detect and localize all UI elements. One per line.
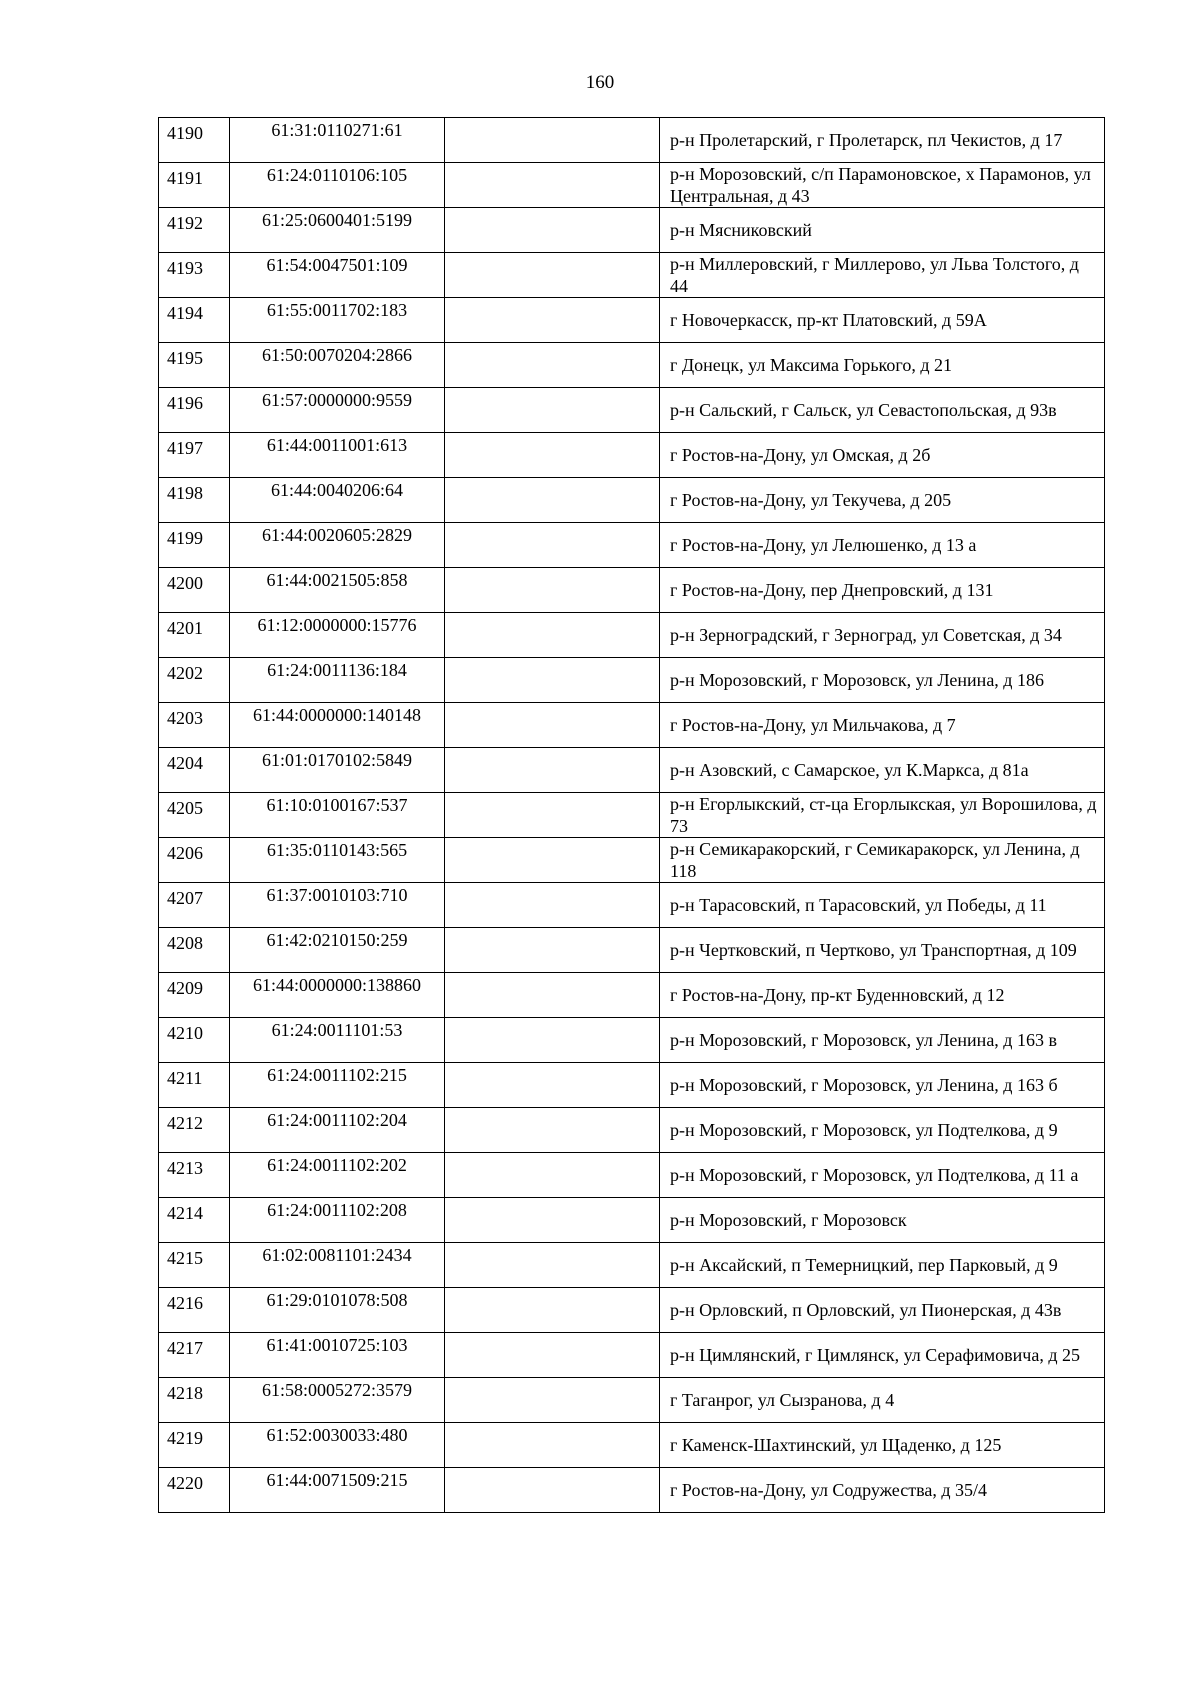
cadastral-number-text: 61:24:0011101:53: [271, 1020, 403, 1040]
row-number-cell: [159, 208, 230, 253]
row-number-cell: [159, 523, 230, 568]
empty-cell: [445, 838, 660, 883]
table-row: [159, 208, 1105, 253]
cadastral-number-text: 61:02:0081101:2434: [262, 1245, 412, 1265]
cadastral-number-cell: [230, 793, 445, 838]
empty-cell: [445, 343, 660, 388]
cadastral-number-cell: [230, 1198, 445, 1243]
cadastral-number-cell: [230, 253, 445, 298]
address-text: р-н Чертковский, п Чертково, ул Транспортная, д 109: [670, 940, 1077, 960]
table-row: [159, 1333, 1105, 1378]
cadastral-number-text: 61:44:0000000:138860: [252, 975, 421, 995]
address-text: р-н Морозовский, г Морозовск, ул Ленина, д 163 в: [670, 1030, 1057, 1050]
address-text: р-н Орловский, п Орловский, ул Пионерская, д 43в: [670, 1300, 1062, 1320]
cadastral-number-cell: [230, 388, 445, 433]
address-cell: [660, 208, 1105, 253]
row-number-cell: [159, 1423, 230, 1468]
empty-cell: [445, 613, 660, 658]
cadastral-number-cell: [230, 973, 445, 1018]
address-cell: [660, 748, 1105, 793]
empty-cell: [445, 883, 660, 928]
table-row: [159, 1423, 1105, 1468]
address-text: р-н Тарасовский, п Тарасовский, ул Победы, д 11: [670, 895, 1047, 915]
cadastral-number-text: 61:42:0210150:259: [266, 930, 408, 950]
row-number-cell: [159, 793, 230, 838]
cadastral-number-text: 61:44:0021505:858: [266, 570, 408, 590]
address-text: г Каменск-Шахтинский, ул Щаденко, д 125: [670, 1435, 1002, 1455]
row-number-text: 4211: [167, 1068, 203, 1088]
cadastral-number-cell: [230, 478, 445, 523]
table-row: [159, 703, 1105, 748]
address-text: г Таганрог, ул Сызранова, д 4: [670, 1390, 895, 1410]
empty-cell: [445, 208, 660, 253]
empty-cell: [445, 748, 660, 793]
cadastral-number-cell: [230, 928, 445, 973]
table-row: [159, 1108, 1105, 1153]
address-cell: [660, 478, 1105, 523]
row-number-text: 4192: [167, 213, 203, 233]
address-text: р-н Морозовский, г Морозовск, ул Ленина, д 163 б: [670, 1075, 1058, 1095]
cadastral-number-cell: [230, 1468, 445, 1513]
row-number-cell: [159, 1153, 230, 1198]
table-row: [159, 1288, 1105, 1333]
address-text: г Ростов-на-Дону, ул Содружества, д 35/4: [670, 1480, 987, 1500]
row-number-text: 4194: [167, 303, 203, 323]
cadastral-number-text: 61:24:0011136:184: [267, 660, 407, 680]
table-row: [159, 388, 1105, 433]
page-number: 160: [585, 72, 615, 93]
empty-cell: [445, 1423, 660, 1468]
row-number-cell: [159, 883, 230, 928]
address-cell: [660, 1063, 1105, 1108]
address-text: р-н Аксайский, п Темерницкий, пер Парковый, д 9: [670, 1255, 1058, 1275]
cadastral-number-text: 61:55:0011702:183: [266, 300, 408, 320]
address-cell: [660, 613, 1105, 658]
cadastral-number-cell: [230, 208, 445, 253]
cadastral-number-text: 61:44:0020605:2829: [261, 525, 412, 545]
empty-cell: [445, 1288, 660, 1333]
empty-cell: [445, 658, 660, 703]
address-cell: [660, 838, 1105, 883]
address-text: г Ростов-на-Дону, пер Днепровский, д 131: [670, 580, 994, 600]
row-number-text: 4207: [167, 888, 203, 908]
row-number-cell: [159, 748, 230, 793]
table-row: [159, 1198, 1105, 1243]
address-cell: [660, 1333, 1105, 1378]
table-row: [159, 1153, 1105, 1198]
empty-cell: [445, 1153, 660, 1198]
cadastral-number-cell: [230, 298, 445, 343]
table-row: [159, 253, 1105, 298]
empty-cell: [445, 1378, 660, 1423]
cadastral-number-cell: [230, 1288, 445, 1333]
row-number-text: 4193: [167, 258, 203, 278]
cadastral-number-cell: [230, 1063, 445, 1108]
address-cell: [660, 1198, 1105, 1243]
cadastral-number-cell: [230, 568, 445, 613]
address-text: р-н Сальский, г Сальск, ул Севастопольская, д 93в: [670, 400, 1057, 420]
table-row: [159, 658, 1105, 703]
row-number-text: 4202: [167, 663, 203, 683]
row-number-cell: [159, 703, 230, 748]
row-number-text: 4213: [167, 1158, 203, 1178]
cadastral-number-text: 61:52:0030033:480: [266, 1425, 408, 1445]
row-number-text: 4196: [167, 393, 203, 413]
cadastral-number-cell: [230, 883, 445, 928]
address-cell: [660, 163, 1105, 208]
row-number-text: 4190: [167, 123, 203, 143]
table-row: [159, 433, 1105, 478]
empty-cell: [445, 1198, 660, 1243]
cadastral-number-text: 61:44:0011001:613: [266, 435, 408, 455]
address-text: г Ростов-на-Дону, пр-кт Буденновский, д 12: [670, 985, 1005, 1005]
cadastral-number-text: 61:35:0110143:565: [266, 840, 408, 860]
cadastral-number-cell: [230, 163, 445, 208]
empty-cell: [445, 928, 660, 973]
cadastral-number-text: 61:29:0101078:508: [266, 1290, 408, 1310]
cadastral-number-text: 61:44:0040206:64: [270, 480, 403, 500]
address-text: р-н Азовский, с Самарское, ул К.Маркса, д 81а: [670, 760, 1029, 780]
table-row: [159, 1243, 1105, 1288]
row-number-cell: [159, 343, 230, 388]
address-cell: [660, 253, 1105, 298]
row-number-text: 4212: [167, 1113, 203, 1133]
address-text: р-н Миллеровский, г Миллерово, ул Льва Толстого, д 44: [670, 254, 1079, 296]
cadastral-number-text: 61:41:0010725:103: [266, 1335, 408, 1355]
address-cell: [660, 1378, 1105, 1423]
table-row: [159, 1378, 1105, 1423]
table-row: [159, 973, 1105, 1018]
row-number-text: 4219: [167, 1428, 203, 1448]
address-cell: [660, 568, 1105, 613]
address-text: р-н Морозовский, г Морозовск: [670, 1210, 907, 1230]
empty-cell: [445, 433, 660, 478]
empty-cell: [445, 793, 660, 838]
table-row: [159, 793, 1105, 838]
row-number-text: 4197: [167, 438, 203, 458]
table-row: [159, 613, 1105, 658]
row-number-cell: [159, 1243, 230, 1288]
table-row: [159, 343, 1105, 388]
cadastral-number-text: 61:24:0011102:204: [267, 1110, 407, 1130]
empty-cell: [445, 388, 660, 433]
row-number-cell: [159, 928, 230, 973]
empty-cell: [445, 568, 660, 613]
row-number-text: 4208: [167, 933, 203, 953]
table-row: [159, 1063, 1105, 1108]
row-number-text: 4204: [167, 753, 203, 773]
table-row: [159, 883, 1105, 928]
row-number-cell: [159, 658, 230, 703]
row-number-text: 4210: [167, 1023, 203, 1043]
row-number-text: 4201: [167, 618, 203, 638]
cadastral-number-cell: [230, 703, 445, 748]
empty-cell: [445, 118, 660, 163]
row-number-text: 4214: [167, 1203, 203, 1223]
cadastral-number-text: 61:25:0600401:5199: [261, 210, 412, 230]
cadastral-number-text: 61:50:0070204:2866: [261, 345, 412, 365]
row-number-text: 4195: [167, 348, 203, 368]
row-number-text: 4220: [167, 1473, 203, 1493]
row-number-cell: [159, 433, 230, 478]
table-row: [159, 523, 1105, 568]
cadastral-number-text: 61:37:0010103:710: [266, 885, 408, 905]
cadastral-number-cell: [230, 118, 445, 163]
cadastral-number-cell: [230, 343, 445, 388]
address-cell: [660, 343, 1105, 388]
row-number-text: 4209: [167, 978, 203, 998]
address-cell: [660, 1243, 1105, 1288]
address-cell: [660, 1288, 1105, 1333]
row-number-text: 4206: [167, 843, 203, 863]
row-number-text: 4203: [167, 708, 203, 728]
row-number-cell: [159, 1018, 230, 1063]
address-cell: [660, 1468, 1105, 1513]
row-number-cell: [159, 118, 230, 163]
row-number-text: 4205: [167, 798, 203, 818]
address-text: р-н Зерноградский, г Зерноград, ул Советская, д 34: [670, 625, 1062, 645]
row-number-cell: [159, 1378, 230, 1423]
cadastral-number-text: 61:58:0005272:3579: [261, 1380, 412, 1400]
cadastral-number-cell: [230, 1423, 445, 1468]
cadastral-number-cell: [230, 1378, 445, 1423]
cadastral-number-cell: [230, 613, 445, 658]
address-text: р-н Морозовский, г Морозовск, ул Подтелкова, д 11 а: [670, 1165, 1079, 1185]
address-text: р-н Егорлыкский, ст-ца Егорлыкская, ул Ворошилова, д 73: [670, 794, 1097, 836]
address-cell: [660, 1423, 1105, 1468]
empty-cell: [445, 973, 660, 1018]
empty-cell: [445, 478, 660, 523]
address-text: г Ростов-на-Дону, ул Омская, д 2б: [670, 445, 931, 465]
address-cell: [660, 1018, 1105, 1063]
cadastral-number-cell: [230, 1018, 445, 1063]
cadastral-number-text: 61:44:0071509:215: [266, 1470, 408, 1490]
address-cell: [660, 928, 1105, 973]
cadastral-number-text: 61:24:0011102:208: [267, 1200, 407, 1220]
cadastral-number-cell: [230, 1153, 445, 1198]
table-row: [159, 1018, 1105, 1063]
address-text: г Новочеркасск, пр-кт Платовский, д 59А: [670, 310, 987, 330]
cadastral-number-text: 61:10:0100167:537: [266, 795, 408, 815]
address-text: р-н Пролетарский, г Пролетарск, пл Чекистов, д 17: [670, 130, 1063, 150]
row-number-cell: [159, 1063, 230, 1108]
address-cell: [660, 523, 1105, 568]
empty-cell: [445, 703, 660, 748]
empty-cell: [445, 1333, 660, 1378]
address-text: р-н Цимлянский, г Цимлянск, ул Серафимовича, д 25: [670, 1345, 1080, 1365]
row-number-cell: [159, 478, 230, 523]
row-number-cell: [159, 1108, 230, 1153]
row-number-text: 4216: [167, 1293, 203, 1313]
table-row: [159, 748, 1105, 793]
cadastral-number-cell: [230, 433, 445, 478]
registry-table-body: [159, 118, 1105, 1513]
cadastral-number-text: 61:01:0170102:5849: [261, 750, 412, 770]
cadastral-number-cell: [230, 658, 445, 703]
registry-table: [158, 117, 1105, 1513]
table-row: [159, 838, 1105, 883]
row-number-text: 4217: [167, 1338, 203, 1358]
address-text: р-н Морозовский, г Морозовск, ул Ленина, д 186: [670, 670, 1044, 690]
row-number-cell: [159, 838, 230, 883]
row-number-text: 4191: [167, 168, 203, 188]
row-number-cell: [159, 1288, 230, 1333]
address-cell: [660, 118, 1105, 163]
row-number-cell: [159, 253, 230, 298]
row-number-cell: [159, 388, 230, 433]
empty-cell: [445, 1018, 660, 1063]
cadastral-number-cell: [230, 838, 445, 883]
cadastral-number-cell: [230, 748, 445, 793]
row-number-cell: [159, 298, 230, 343]
address-cell: [660, 1153, 1105, 1198]
cadastral-number-text: 61:24:0011102:215: [267, 1065, 407, 1085]
row-number-cell: [159, 163, 230, 208]
cadastral-number-text: 61:31:0110271:61: [271, 120, 403, 140]
table-row: [159, 478, 1105, 523]
address-cell: [660, 388, 1105, 433]
cadastral-number-cell: [230, 1108, 445, 1153]
address-cell: [660, 658, 1105, 703]
empty-cell: [445, 523, 660, 568]
address-cell: [660, 973, 1105, 1018]
cadastral-number-text: 61:57:0000000:9559: [261, 390, 412, 410]
table-row: [159, 163, 1105, 208]
empty-cell: [445, 253, 660, 298]
row-number-text: 4218: [167, 1383, 203, 1403]
cadastral-number-text: 61:24:0110106:105: [266, 165, 408, 185]
table-row: [159, 118, 1105, 163]
row-number-text: 4200: [167, 573, 203, 593]
address-text: г Донецк, ул Максима Горького, д 21: [670, 355, 952, 375]
row-number-cell: [159, 1198, 230, 1243]
address-text: р-н Семикаракорский, г Семикаракорск, ул Ленина, д 118: [670, 839, 1080, 881]
empty-cell: [445, 298, 660, 343]
row-number-text: 4215: [167, 1248, 203, 1268]
address-text: г Ростов-на-Дону, ул Текучева, д 205: [670, 490, 952, 510]
address-cell: [660, 883, 1105, 928]
empty-cell: [445, 163, 660, 208]
row-number-text: 4199: [167, 528, 203, 548]
row-number-cell: [159, 1468, 230, 1513]
table-row: [159, 568, 1105, 613]
address-text: р-н Морозовский, с/п Парамоновское, х Парамонов, ул Центральная, д 43: [670, 164, 1091, 206]
address-cell: [660, 1108, 1105, 1153]
cadastral-number-text: 61:54:0047501:109: [266, 255, 408, 275]
address-cell: [660, 298, 1105, 343]
empty-cell: [445, 1468, 660, 1513]
cadastral-number-cell: [230, 523, 445, 568]
cadastral-number-cell: [230, 1243, 445, 1288]
address-text: р-н Мясниковский: [670, 220, 812, 240]
row-number-text: 4198: [167, 483, 203, 503]
address-text: г Ростов-на-Дону, ул Лелюшенко, д 13 а: [670, 535, 977, 555]
table-row: [159, 1468, 1105, 1513]
empty-cell: [445, 1243, 660, 1288]
cadastral-number-text: 61:44:0000000:140148: [252, 705, 421, 725]
cadastral-number-text: 61:12:0000000:15776: [257, 615, 417, 635]
cadastral-number-text: 61:24:0011102:202: [267, 1155, 407, 1175]
cadastral-number-cell: [230, 1333, 445, 1378]
row-number-cell: [159, 568, 230, 613]
row-number-cell: [159, 1333, 230, 1378]
table-row: [159, 298, 1105, 343]
empty-cell: [445, 1108, 660, 1153]
address-text: р-н Морозовский, г Морозовск, ул Подтелкова, д 9: [670, 1120, 1058, 1140]
empty-cell: [445, 1063, 660, 1108]
address-cell: [660, 433, 1105, 478]
address-cell: [660, 793, 1105, 838]
row-number-cell: [159, 973, 230, 1018]
row-number-cell: [159, 613, 230, 658]
address-text: г Ростов-на-Дону, ул Мильчакова, д 7: [670, 715, 956, 735]
address-cell: [660, 703, 1105, 748]
table-row: [159, 928, 1105, 973]
